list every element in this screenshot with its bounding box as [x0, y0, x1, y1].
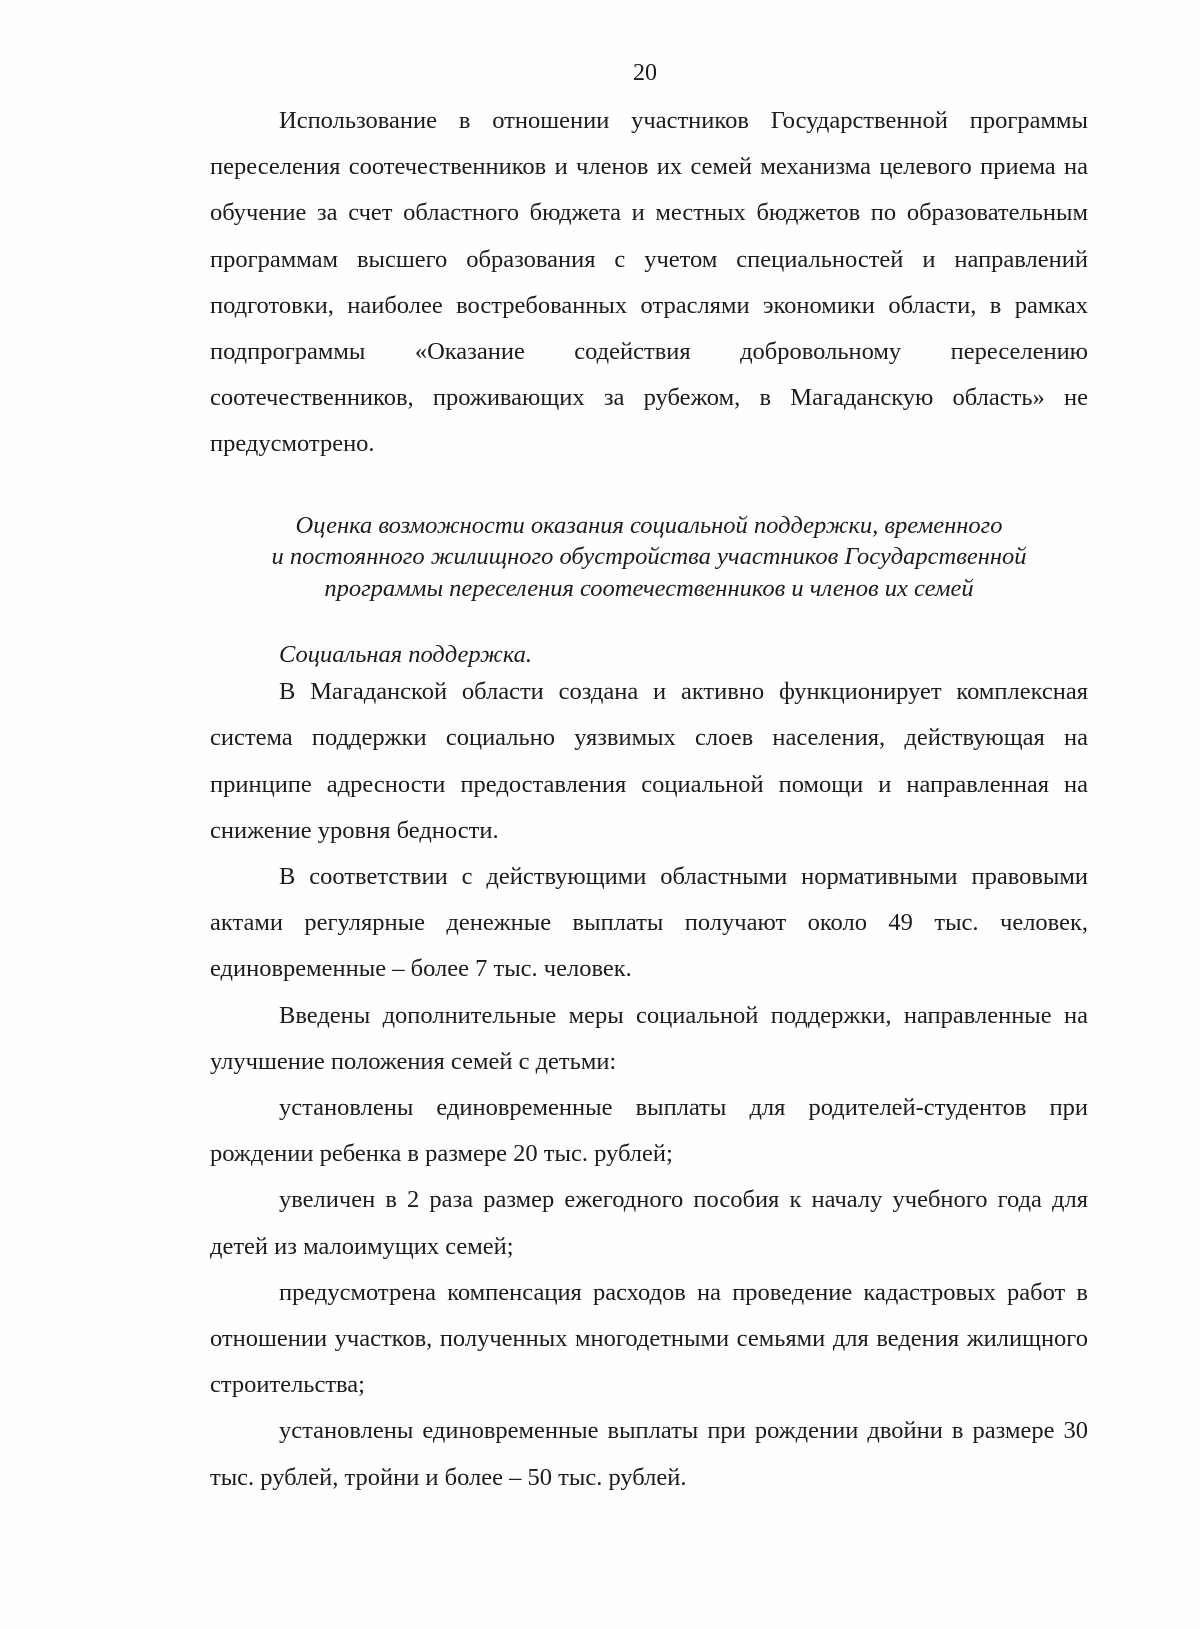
document-body	[210, 98, 1088, 1501]
page-number: 20	[633, 60, 657, 86]
paragraph-additional-measures: Введены дополнительные меры социальной поддержки, направленные на улучшение положения семей с детьми:	[210, 1001, 1088, 1075]
list-item-twins-triplets: установлены единовременные выплаты при рождении двойни в размере 30 тыс. рублей, тройни и более – 50 тыс. рублей.	[210, 1417, 1088, 1491]
paragraph-target-admission: Использование в отношении участников Государственной программы переселения соотечественников и членов их семей механизма целевого приема на обучение за счет областного бюджета и местных бюджетов по образовательным программам высшего образования с учетом специальностей и направлений подготовки, наиболее востребованных отраслями экономики области, в рамках подпрограммы «Оказание содействия добровольному переселению соотечественников, проживающих за рубежом, в Магаданскую область» не предусмотрено.	[210, 107, 1088, 458]
paragraph-support-system: В Магаданской области создана и активно функционирует комплексная система поддержки социально уязвимых слоев населения, действующая на принципе адресности предоставления социальной помощи и направленная на снижение уровня бедности.	[210, 678, 1088, 844]
list-item-student-parents: установлены единовременные выплаты для родителей-студентов при рождении ребенка в размере 20 тыс. рублей;	[210, 1093, 1088, 1168]
list-item-school-allowance: увеличен в 2 раза размер ежегодного пособия к началу учебного года для детей из малоимущих семей;	[210, 1186, 1088, 1260]
paragraph-payments: В соответствии с действующими областными нормативными правовыми актами регулярные денежные выплаты получают около 49 тыс. человек, единовременные – более 7 тыс. человек.	[210, 862, 1088, 983]
section-heading: Оценка возможности оказания социальной поддержки, временного и постоянного жилищного обустройства участников Государственной программы переселения соотечественников и членов их семей	[271, 511, 1027, 602]
subheading-social-support: Социальная поддержка.	[279, 641, 533, 669]
list-item-cadastral-compensation: предусмотрена компенсация расходов на проведение кадастровых работ в отношении участков, полученных многодетными семьями для ведения жилищного строительства;	[210, 1278, 1088, 1399]
